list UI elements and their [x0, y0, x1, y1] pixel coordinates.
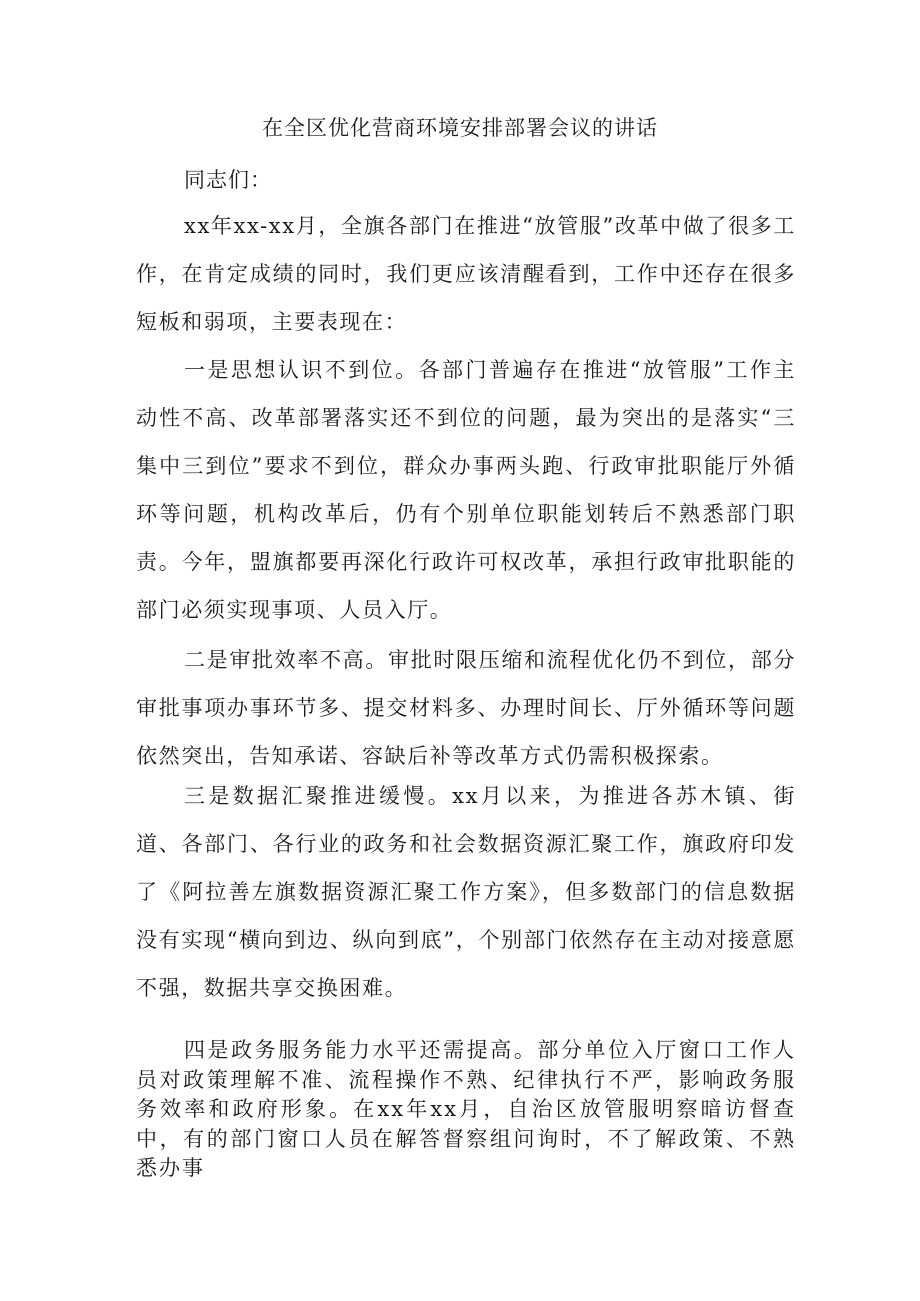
- paragraph-point-1: 一是思想认识不到位。各部门普遍存在推进“放管服”工作主动性不高、改革部署落实还不到位的问题，最为突出的是落实“三集中三到位”要求不到位，群众办事两头跑、行政审批职能厅外循环等问题，机构改革后，仍有个别单位职能划转后不熟悉部门职责。今年，盟旗都要再深化行政许可权改革，承担行政审批职能的部门必须实现事项、人员入厅。: [136, 358, 796, 622]
- paragraph-intro: xx年xx-xx月，全旗各部门在推进“放管服”改革中做了很多工作，在肯定成绩的同时，我们更应该清醒看到，工作中还存在很多短板和弱项，主要表现在：: [136, 214, 796, 334]
- paragraph-point-4: 四是政务服务能力水平还需提高。部分单位入厅窗口工作人员对政策理解不准、流程操作不熟、纪律执行不严，影响政务服务效率和政府形象。在xx年xx月，自治区放管服明察暗访督查中，有的部门窗口人员在解答督察组问询时，不了解政策、不熟悉办事: [136, 1038, 796, 1180]
- paragraph-point-2: 二是审批效率不高。审批时限压缩和流程优化仍不到位，部分审批事项办事环节多、提交材料多、办理时间长、厅外循环等问题依然突出，告知承诺、容缺后补等改革方式仍需积极探索。: [136, 648, 796, 768]
- document-title: 在全区优化营商环境安排部署会议的讲话: [262, 116, 658, 140]
- salutation: 同志们：: [184, 168, 272, 192]
- paragraph-point-3: 三是数据汇聚推进缓慢。xx月以来，为推进各苏木镇、街道、各部门、各行业的政务和社会数据资源汇聚工作，旗政府印发了《阿拉善左旗数据资源汇聚工作方案》，但多数部门的信息数据没有实现“横向到边、纵向到底”，个别部门依然存在主动对接意愿不强，数据共享交换困难。: [136, 784, 796, 1000]
